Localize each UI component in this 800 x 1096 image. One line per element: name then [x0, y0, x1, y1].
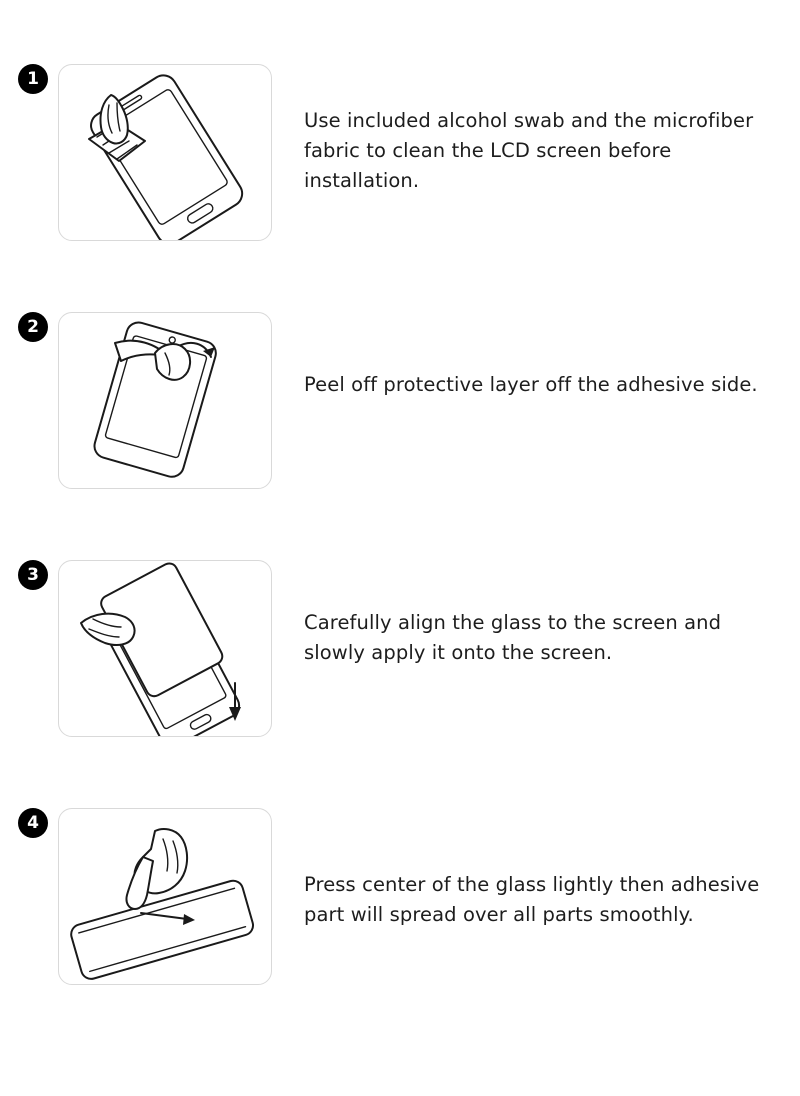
step-illustration-panel-3 [58, 560, 272, 737]
phone-with-cleaning-cloth-icon [59, 65, 271, 240]
step-instruction-text-2: Peel off protective layer off the adhesive side. [304, 373, 758, 396]
step-illustration-panel-4 [58, 808, 272, 985]
step-instruction-text-1: Use included alcohol swab and the microfiber fabric to clean the LCD screen before installation. [304, 109, 754, 193]
instruction-step-2 [18, 248, 800, 496]
instruction-step-4 [18, 744, 800, 992]
step-instruction-text-3: Carefully align the glass to the screen and slowly apply it onto the screen. [304, 611, 722, 665]
pressing-center-of-glass-icon [59, 809, 271, 984]
aligning-glass-onto-screen-icon [59, 561, 271, 736]
instruction-step-1 [18, 0, 800, 248]
step-illustration-panel-2 [58, 312, 272, 489]
step-number-badge-1: 1 [18, 64, 48, 94]
instruction-step-3 [18, 496, 800, 744]
peeling-protective-film-icon [59, 313, 271, 488]
step-instruction-text-4: Press center of the glass lightly then adhesive part will spread over all parts smoothly. [304, 873, 760, 927]
step-illustration-panel-1 [58, 64, 272, 241]
step-number-badge-2: 2 [18, 312, 48, 342]
step-number-badge-3: 3 [18, 560, 48, 590]
step-number-badge-4: 4 [18, 808, 48, 838]
